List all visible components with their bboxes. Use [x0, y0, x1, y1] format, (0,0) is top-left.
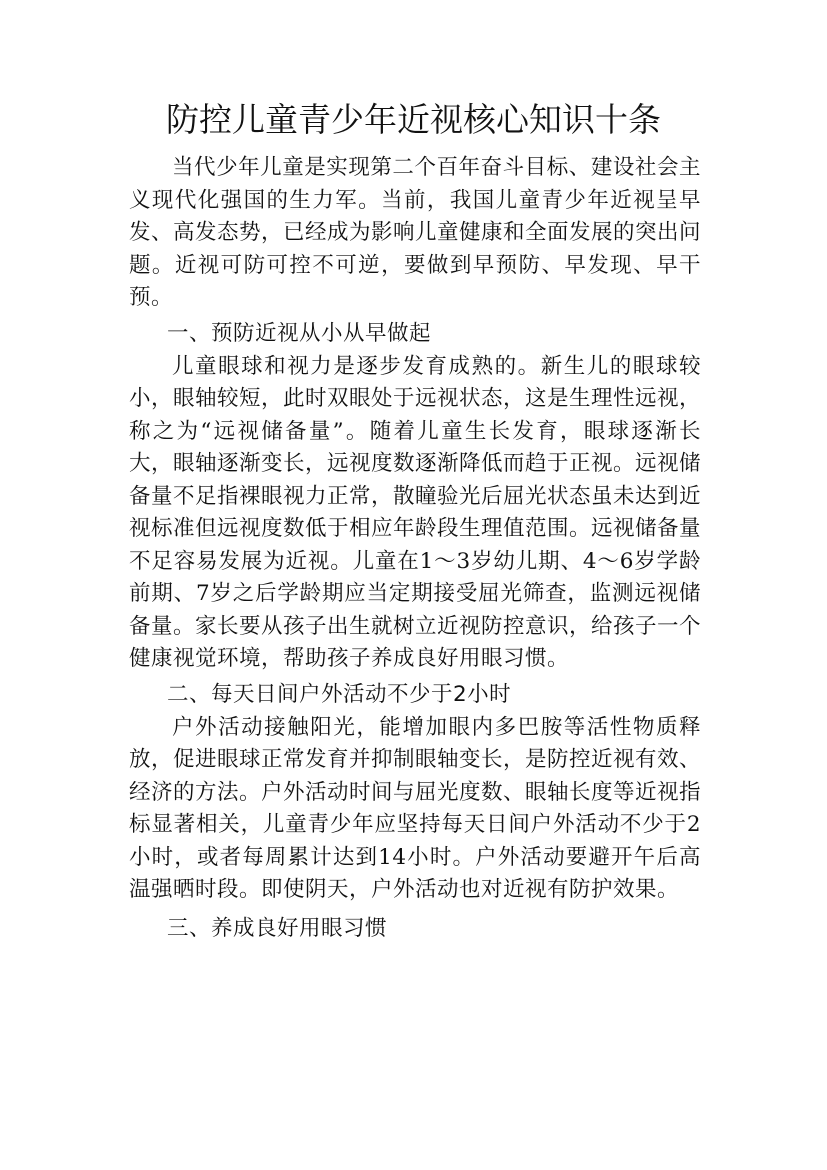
- section-1-heading: 一、预防近视从小从早做起: [167, 320, 432, 346]
- section-2-heading: 二、每天日间户外活动不少于2小时: [167, 681, 512, 707]
- section-2-paragraph: 户外活动接触阳光，能增加眼内多巴胺等活性物质释放，促进眼球正常发育并抑制眼轴变长，是防控近视有效、经济的方法。户外活动时间与屈光度数、眼轴长度等近视指标显著相关，儿童青少年应坚持每天日间户外活动不少于2小时，或者每周累计达到14小时。户外活动要避开午后高温强晒时段。即使阴天，户外活动也对近视有防护效果。: [129, 714, 702, 902]
- intro-paragraph: 当代少年儿童是实现第二个百年奋斗目标、建设社会主义现代化强国的生力军。当前，我国儿童青少年近视呈早发、高发态势，已经成为影响儿童健康和全面发展的突出问题。近视可防可控不可逆，要做到早预防、早发现、早干预。: [129, 155, 702, 310]
- section-3-heading: 三、养成良好用眼习惯: [167, 915, 388, 941]
- document-body: [129, 152, 701, 946]
- document-title: 防控儿童青少年近视核心知识十条: [166, 100, 661, 139]
- section-1-paragraph: 儿童眼球和视力是逐步发育成熟的。新生儿的眼球较小，眼轴较短，此时双眼处于远视状态，这是生理性远视，称之为“远视储备量”。随着儿童生长发育，眼球逐渐长大，眼轴逐渐变长，远视度数逐渐降低而趋于正视。远视储备量不足指裸眼视力正常，散瞳验光后屈光状态虽未达到近视标准但远视度数低于相应年龄段生理值范围。远视储备量不足容易发展为近视。儿童在1～3岁幼儿期、4～6岁学龄前期、7岁之后学龄期应当定期接受屈光筛查，监测远视储备量。家长要从孩子出生就树立近视防控意识，给孩子一个健康视觉环境，帮助孩子养成良好用眼习惯。: [129, 353, 702, 671]
